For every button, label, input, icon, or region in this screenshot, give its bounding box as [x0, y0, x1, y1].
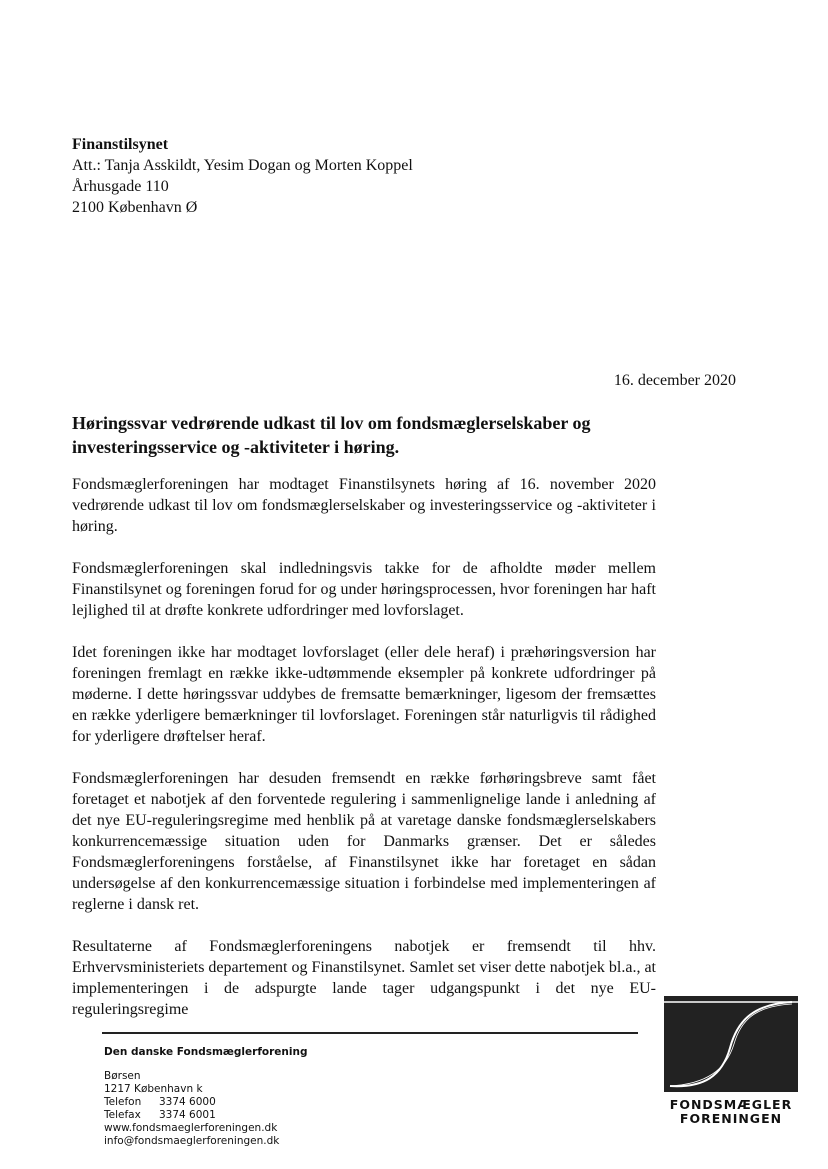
logo-wordmark-line-1: FONDSMÆGLER	[669, 1097, 793, 1112]
paragraph-4: Fondsmæglerforeningen har desuden fremsendt en række førhøringsbreve samt fået foretaget et nabotjek af den forventede regulering i sammenlignelige lande i anledning af det nye EU-reguleringsregime med henblik på at varetage danske fondsmæglerselskabers konkurrencemæssige situation uden for Danmarks grænser. Det er således Fondsmæglerforeningens forståelse, af Finanstilsynet ikke har foretaget en sådan undersøgelse af den konkurrencemæssige situation i forbindelse med implementeringen af reglerne i dansk ret.	[72, 770, 656, 913]
footer-phone-label: Telefon	[104, 1096, 142, 1108]
paragraph-5: Resultaterne af Fondsmæglerforeningens nabotjek er fremsendt til hhv. Erhvervsministeriets departement og Finanstilsynet. Samlet set viser dette nabotjek bl.a., at implementeringen i de adspurgte lande tager udgangspunkt i det nye EU-reguleringsregime	[72, 938, 656, 1018]
paragraph-1: Fondsmæglerforeningen har modtaget Finanstilsynets høring af 16. november 2020 vedrørende udkast til lov om fondsmæglerselskaber og investeringsservice og -aktiviteter i høring.	[72, 476, 656, 535]
recipient-name: Finanstilsynet	[72, 136, 169, 153]
recipient-address	[72, 134, 413, 218]
footer-website-link[interactable]: www.fondsmaeglerforeningen.dk	[104, 1122, 278, 1134]
paragraph-3: Idet foreningen ikke har modtaget lovforslaget (eller dele heraf) i præhøringsversion har foreningen fremlagt en række ikke-udtømmende eksempler på konkrete udfordringer på møderne. I dette høringssvar uddybes de fremsatte bemærkninger, ligesom der fremsættes en række yderligere bemærkninger til lovforslaget. Foreningen står naturligvis til rådighed for yderligere drøftelser heraf.	[72, 644, 656, 745]
letter-date: 16. december 2020	[613, 372, 736, 389]
footer-email-link[interactable]: info@fondsmaeglerforeningen.dk	[104, 1135, 280, 1147]
paragraph-2: Fondsmæglerforeningen skal indledningsvis takke for de afholdte møder mellem Finanstilsynet og foreningen forud for og under høringsprocessen, hvor foreningen har haft lejlighed til at drøfte konkrete udfordringer med lovforslaget.	[72, 560, 656, 619]
letter-subject: Høringssvar vedrørende udkast til lov om fondsmæglerselskaber og investeringsservice og -aktiviteter i høring.	[72, 413, 591, 457]
recipient-att: Att.: Tanja Asskildt, Yesim Dogan og Morten Koppel	[72, 157, 413, 174]
footer-address-line-1: Børsen	[104, 1070, 141, 1082]
footer-fax: 3374 6001	[159, 1109, 216, 1121]
recipient-city: 2100 København Ø	[72, 199, 198, 216]
footer-contact	[104, 1046, 307, 1148]
recipient-street: Århusgade 110	[72, 178, 169, 195]
logo-emblem-icon	[664, 996, 798, 1092]
footer-fax-row	[104, 1109, 307, 1122]
letter-body	[72, 474, 656, 1020]
footer-phone: 3374 6000	[159, 1096, 216, 1108]
logo-wordmark-line-2: FORENINGEN	[679, 1111, 783, 1126]
footer-divider	[102, 1032, 638, 1034]
footer-org-name: Den danske Fondsmæglerforening	[104, 1046, 308, 1058]
footer-phone-row	[104, 1096, 307, 1109]
footer-fax-label: Telefax	[104, 1109, 141, 1121]
footer-address-line-2: 1217 København k	[104, 1083, 203, 1095]
fondsmaegler-logo	[664, 996, 798, 1126]
